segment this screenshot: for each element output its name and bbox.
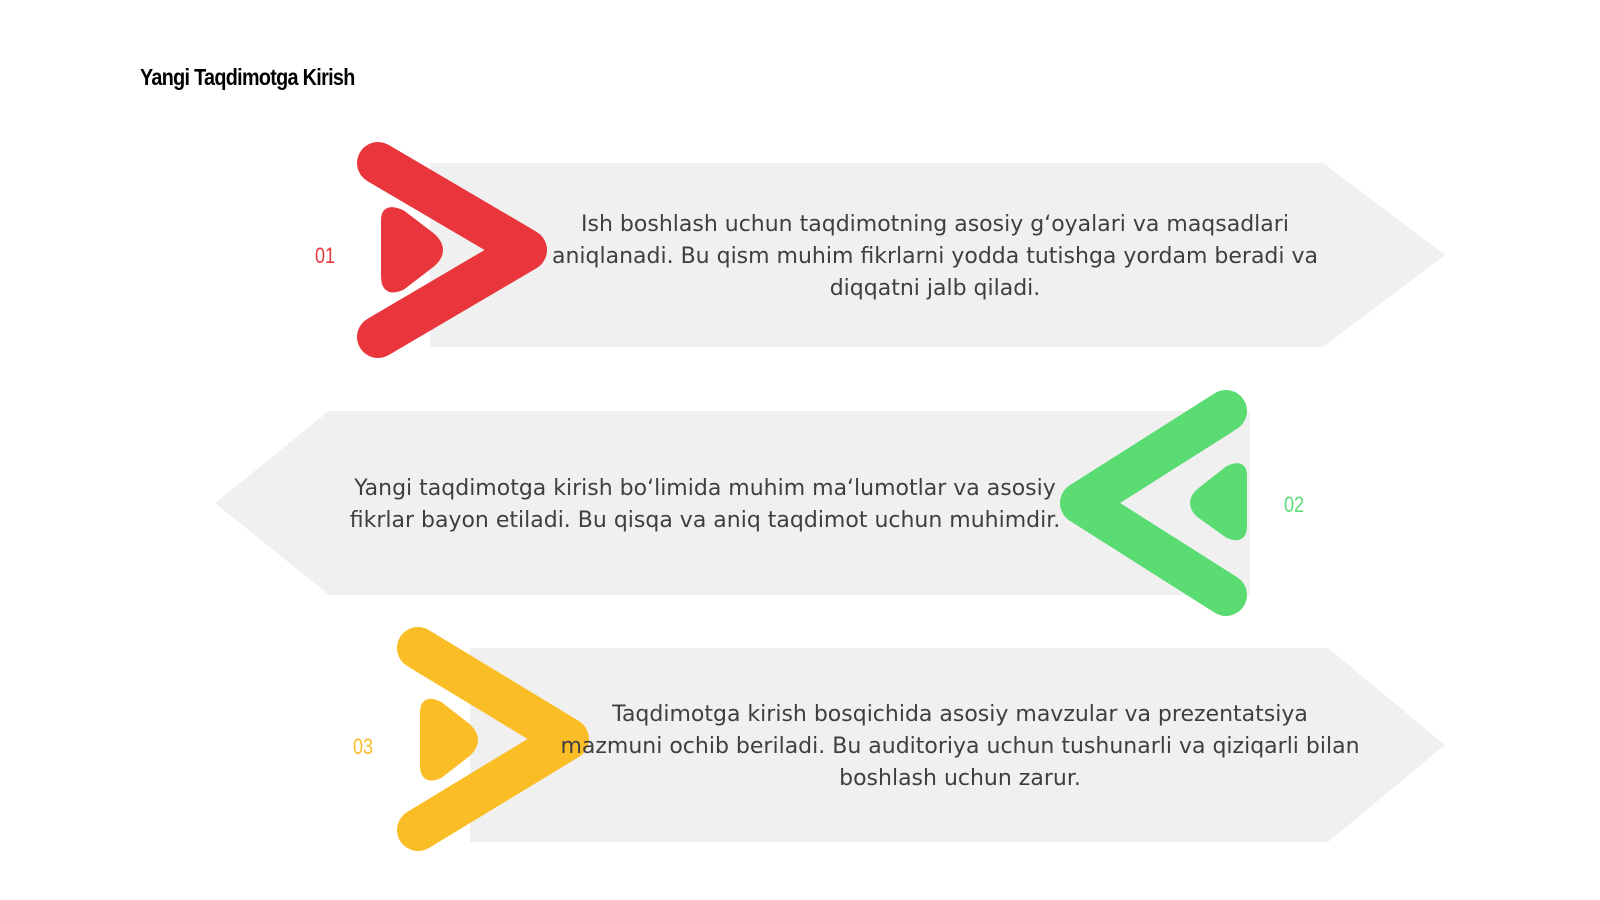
slide-title: Yangi Taqdimotga Kirish — [140, 64, 355, 90]
row-text-2: Yangi taqdimotga kirish bo‘limida muhim ma‘lumotlar va asosiy fikrlar bayon etiladi. Bu qisqa va aniq taqdimot uchun muhimdir. — [349, 476, 1061, 533]
row-number-1: 01 — [315, 243, 336, 268]
chevron-right-icon — [418, 648, 568, 830]
chevron-right-icon — [378, 163, 526, 337]
row-number-2: 02 — [1284, 492, 1305, 517]
row-number-3: 03 — [353, 734, 374, 759]
row-text-1: Ish boshlash uchun taqdimotning asosiy g‘oyalari va maqsadlari aniqlanadi. Bu qism muhim fikrlarni yodda tutishga yordam beradi va diqqatni jalb qiladi. — [551, 212, 1318, 301]
chevron-left-icon — [1081, 411, 1243, 595]
row-text-3: Taqdimotga kirish bosqichida asosiy mavzular va prezentatsiya mazmuni ochib beriladi. Bu auditoriya uchun tushunarli va qiziqarli bilan boshlash uchun zarur. — [560, 702, 1360, 791]
